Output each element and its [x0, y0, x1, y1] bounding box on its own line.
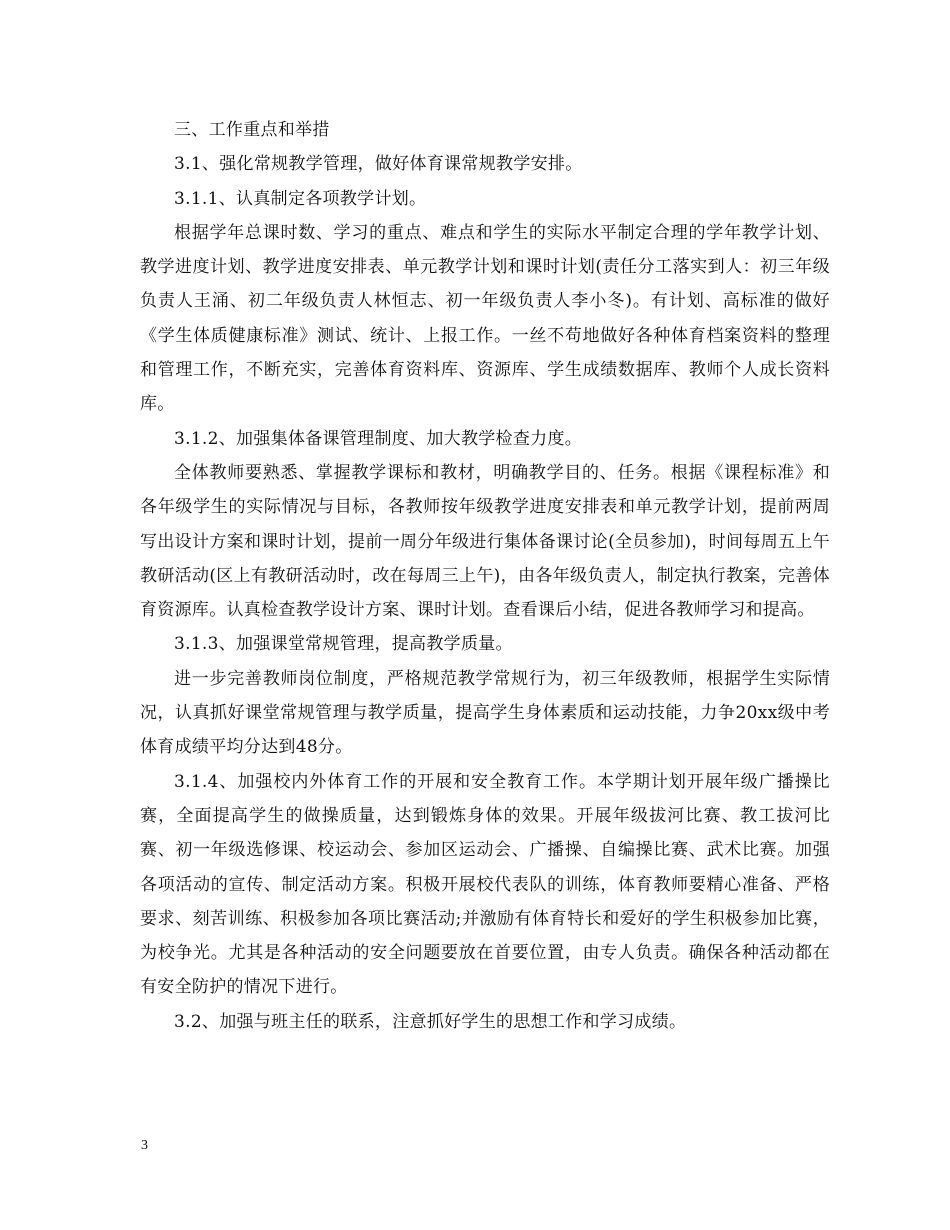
body-paragraph: 3.1.4、加强校内外体育工作的开展和安全教育工作。本学期计划开展年级广播操比赛，全面提高学生的做操质量，达到锻炼身体的效果。开展年级拔河比赛、教工拔河比赛、初一年级选修课、校运动会、参加区运动会、广播操、自编操比赛、武术比赛。加强各项活动的宣传、制定活动方案。积极开展校代表队的训练，体育教师要精心准备、严格要求、刻苦训练、积极参加各项比赛活动;并激励有体育特长和爱好的学生积极参加比赛，为校争光。尤其是各种活动的安全问题要放在首要位置，由专人负责。确保各种活动都在有安全防护的情况下进行。: [140, 771, 830, 998]
page-number: 3: [141, 1138, 148, 1153]
subsection-heading: 3.1.1、认真制定各项教学计划。: [174, 188, 427, 209]
subsection-heading: 3.1.2、加强集体备课管理制度、加大教学检查力度。: [174, 428, 583, 449]
subsection-heading: 3.1、强化常规教学管理，做好体育课常规教学安排。: [174, 154, 583, 175]
subsection-heading: 3.2、加强与班主任的联系，注意抓好学生的思想工作和学习成绩。: [174, 1011, 687, 1032]
document-body: [140, 113, 830, 1039]
body-paragraph: 全体教师要熟悉、掌握教学课标和教材，明确教学目的、任务。根据《课程标准》和各年级学生的实际情况与目标，各教师按年级教学进度安排表和单元教学计划，提前两周写出设计方案和课时计划，提前一周分年级进行集体备课讨论(全员参加)，时间每周五上午教研活动(区上有教研活动时，改在每周三上午)，由各年级负责人，制定执行教案，完善体育资源库。认真检查教学设计方案、课时计划。查看课后小结，促进各教师学习和提高。: [140, 462, 830, 621]
body-paragraph: 根据学年总课时数、学习的重点、难点和学生的实际水平制定合理的学年教学计划、教学进度计划、教学进度安排表、单元教学计划和课时计划(责任分工落实到人：初三年级负责人王涌、初二年级负责人林恒志、初一年级负责人李小冬)。有计划、高标准的做好《学生体质健康标准》测试、统计、上报工作。一丝不苟地做好各种体育档案资料的整理和管理工作，不断充实，完善体育资料库、资源库、学生成绩数据库、教师个人成长资料库。: [140, 222, 830, 415]
body-paragraph: 进一步完善教师岗位制度，严格规范教学常规行为，初三年级教师，根据学生实际情况，认真抓好课堂常规管理与教学质量，提高学生身体素质和运动技能，力争20xx级中考体育成绩平均分达到48分。: [140, 668, 830, 758]
section-heading: 三、工作重点和举措: [174, 120, 330, 140]
subsection-heading: 3.1.3、加强课堂常规管理，提高教学质量。: [174, 634, 513, 655]
